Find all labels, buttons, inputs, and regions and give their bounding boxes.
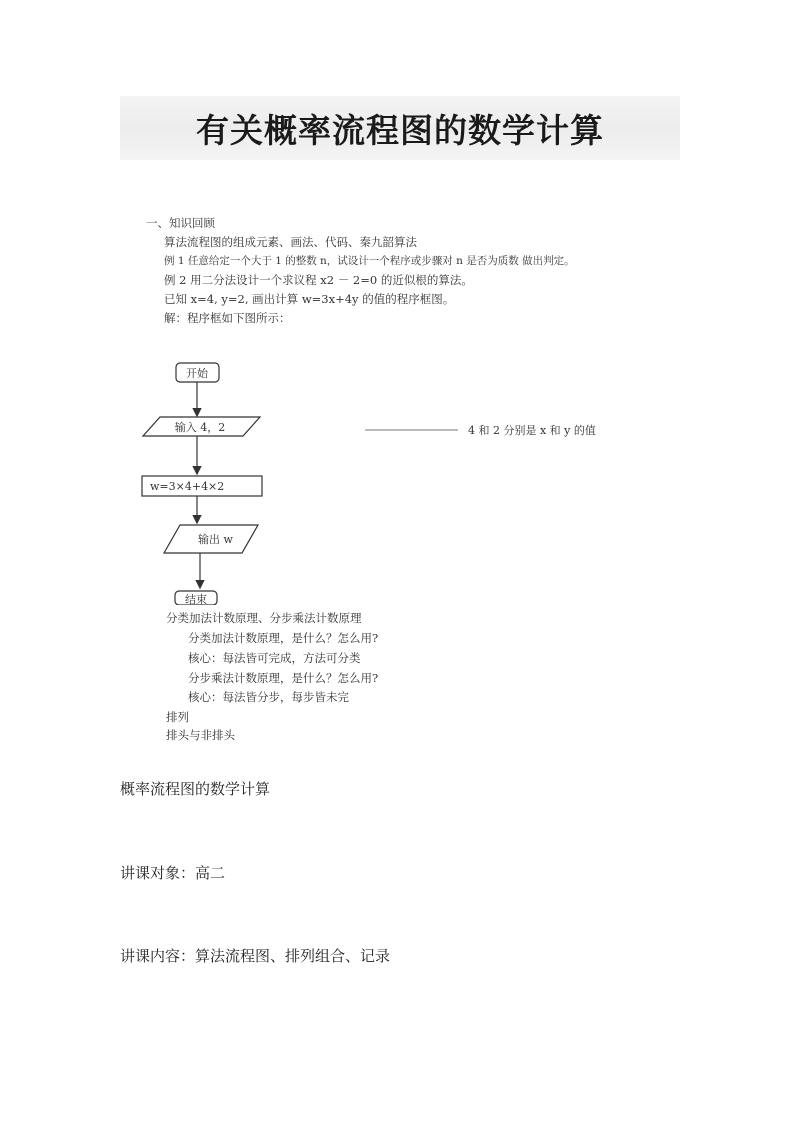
review-line: 例 1 任意给定一个大于 1 的整数 n，试设计一个程序或步骤对 n 是否为质数 做出判定。 [164, 255, 575, 267]
flow-note-label: 4 和 2 分别是 x 和 y 的值 [468, 424, 596, 437]
principles-heading: 分类加法计数原理、分步乘法计数原理 [166, 611, 362, 625]
subtitle-paragraph: 概率流程图的数学计算 [120, 780, 271, 798]
review-line: 算法流程图的组成元素、画法、代码、秦九韶算法 [164, 235, 417, 249]
flow-input-node [143, 417, 260, 436]
flow-start-node [176, 363, 219, 382]
flow-process-label: w=3×4+4×2 [150, 480, 225, 493]
review-heading: 一、知识回顾 [146, 216, 215, 230]
flow-output-node [164, 525, 258, 553]
flow-end-label: 结束 [185, 593, 207, 605]
permutation-heading: 排列 [166, 710, 189, 724]
flow-input-label: 输入 4，2 [174, 421, 226, 434]
permutation-subitem: 排头与非排头 [166, 728, 235, 742]
flow-start-label: 开始 [186, 367, 208, 380]
review-line: 已知 x=4, y=2, 画出计算 w=3x+4y 的值的程序框图。 [164, 292, 455, 306]
flow-end-node [175, 591, 217, 605]
title-banner [120, 96, 680, 160]
review-line: 解：程序框如下图所示： [164, 311, 291, 325]
flow-process-node [142, 476, 262, 496]
content-paragraph: 讲课内容：算法流程图、排列组合、记录 [120, 947, 391, 965]
principle-item: 核心：每法皆可完成，方法可分类 [188, 651, 361, 665]
review-line: 例 2 用二分法设计一个求议程 x2 － 2=0 的近似根的算法。 [164, 273, 473, 287]
scanned-figure [140, 205, 640, 750]
principle-item: 核心：每法皆分步，每步皆未完 [188, 690, 349, 704]
audience-paragraph: 讲课对象：高二 [120, 864, 226, 882]
principle-item: 分步乘法计数原理，是什么？怎么用? [188, 671, 379, 685]
page-title: 有关概率流程图的数学计算 [196, 110, 604, 150]
principle-item: 分类加法计数原理，是什么？怎么用? [188, 631, 379, 645]
flowchart [140, 205, 640, 605]
flow-note [365, 423, 596, 437]
flow-output-label: 输出 w [198, 533, 233, 546]
